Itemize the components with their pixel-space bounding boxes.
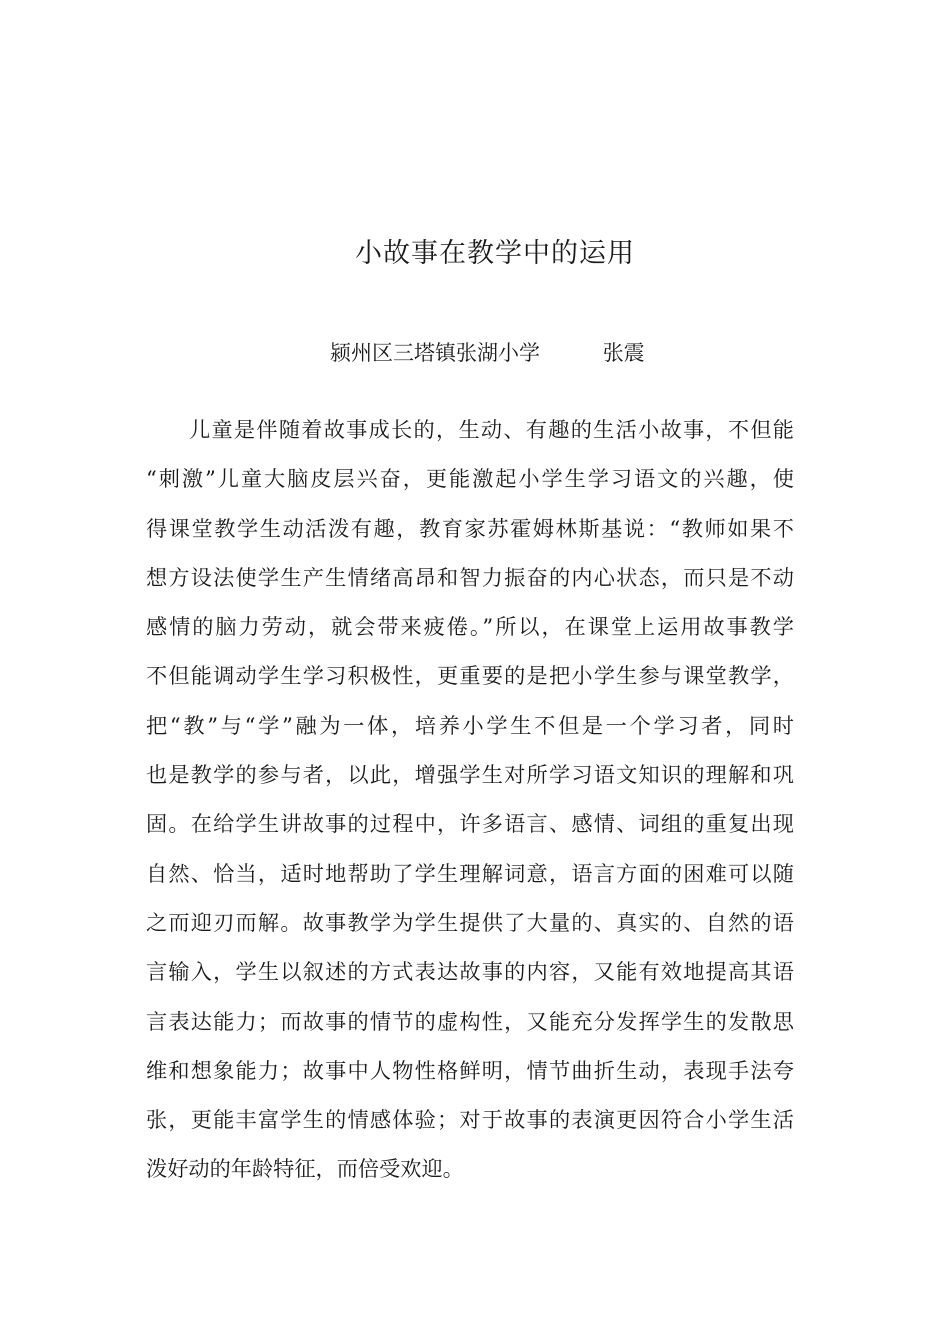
document-title: 小故事在教学中的运用 bbox=[355, 238, 635, 269]
paragraph-line: 感情的脑力劳动，就会带来疲倦。”所以，在课堂上运用故事教学 bbox=[146, 614, 794, 640]
paragraph-line: 想方设法使学生产生情绪高昂和智力振奋的内心状态，而只是不动 bbox=[146, 564, 794, 590]
paragraph-line: 言输入，学生以叙述的方式表达故事的内容，又能有效地提高其语 bbox=[146, 959, 794, 985]
paragraph-line: 固。在给学生讲故事的过程中，许多语言、感情、词组的重复出现 bbox=[146, 811, 794, 837]
paragraph-line: 得课堂教学生动活泼有趣，教育家苏霍姆林斯基说：“教师如果不 bbox=[146, 515, 794, 541]
byline bbox=[330, 338, 645, 368]
school-name: 颍州区三塔镇张湖小学 bbox=[330, 341, 540, 365]
paragraph-line: 言表达能力；而故事的情节的虚构性，又能充分发挥学生的发散思 bbox=[146, 1008, 794, 1034]
author-name: 张震 bbox=[602, 341, 645, 365]
body-paragraph bbox=[146, 405, 794, 1194]
paragraph-line: 把“教”与“学”融为一体，培养小学生不但是一个学习者，同时 bbox=[146, 712, 794, 738]
paragraph-line: “刺激”儿童大脑皮层兴奋，更能激起小学生学习语文的兴趣，使 bbox=[146, 466, 794, 492]
paragraph-line: 儿童是伴随着故事成长的，生动、有趣的生活小故事，不但能 bbox=[189, 417, 794, 442]
paragraph-line: 自然、恰当，适时地帮助了学生理解词意，语言方面的困难可以随 bbox=[146, 860, 794, 886]
paragraph-line: 维和想象能力；故事中人物性格鲜明，情节曲折生动，表现手法夸 bbox=[146, 1057, 794, 1083]
paragraph-line: 不但能调动学生学习积极性，更重要的是把小学生参与课堂教学， bbox=[146, 663, 794, 689]
paragraph-line: 也是教学的参与者，以此，增强学生对所学习语文知识的理解和巩 bbox=[146, 762, 794, 788]
paragraph-line: 泼好动的年龄特征，而倍受欢迎。 bbox=[146, 1156, 464, 1182]
paragraph-line: 之而迎刃而解。故事教学为学生提供了大量的、真实的、自然的语 bbox=[146, 909, 794, 935]
paragraph-line: 张，更能丰富学生的情感体验；对于故事的表演更因符合小学生活 bbox=[146, 1107, 794, 1133]
